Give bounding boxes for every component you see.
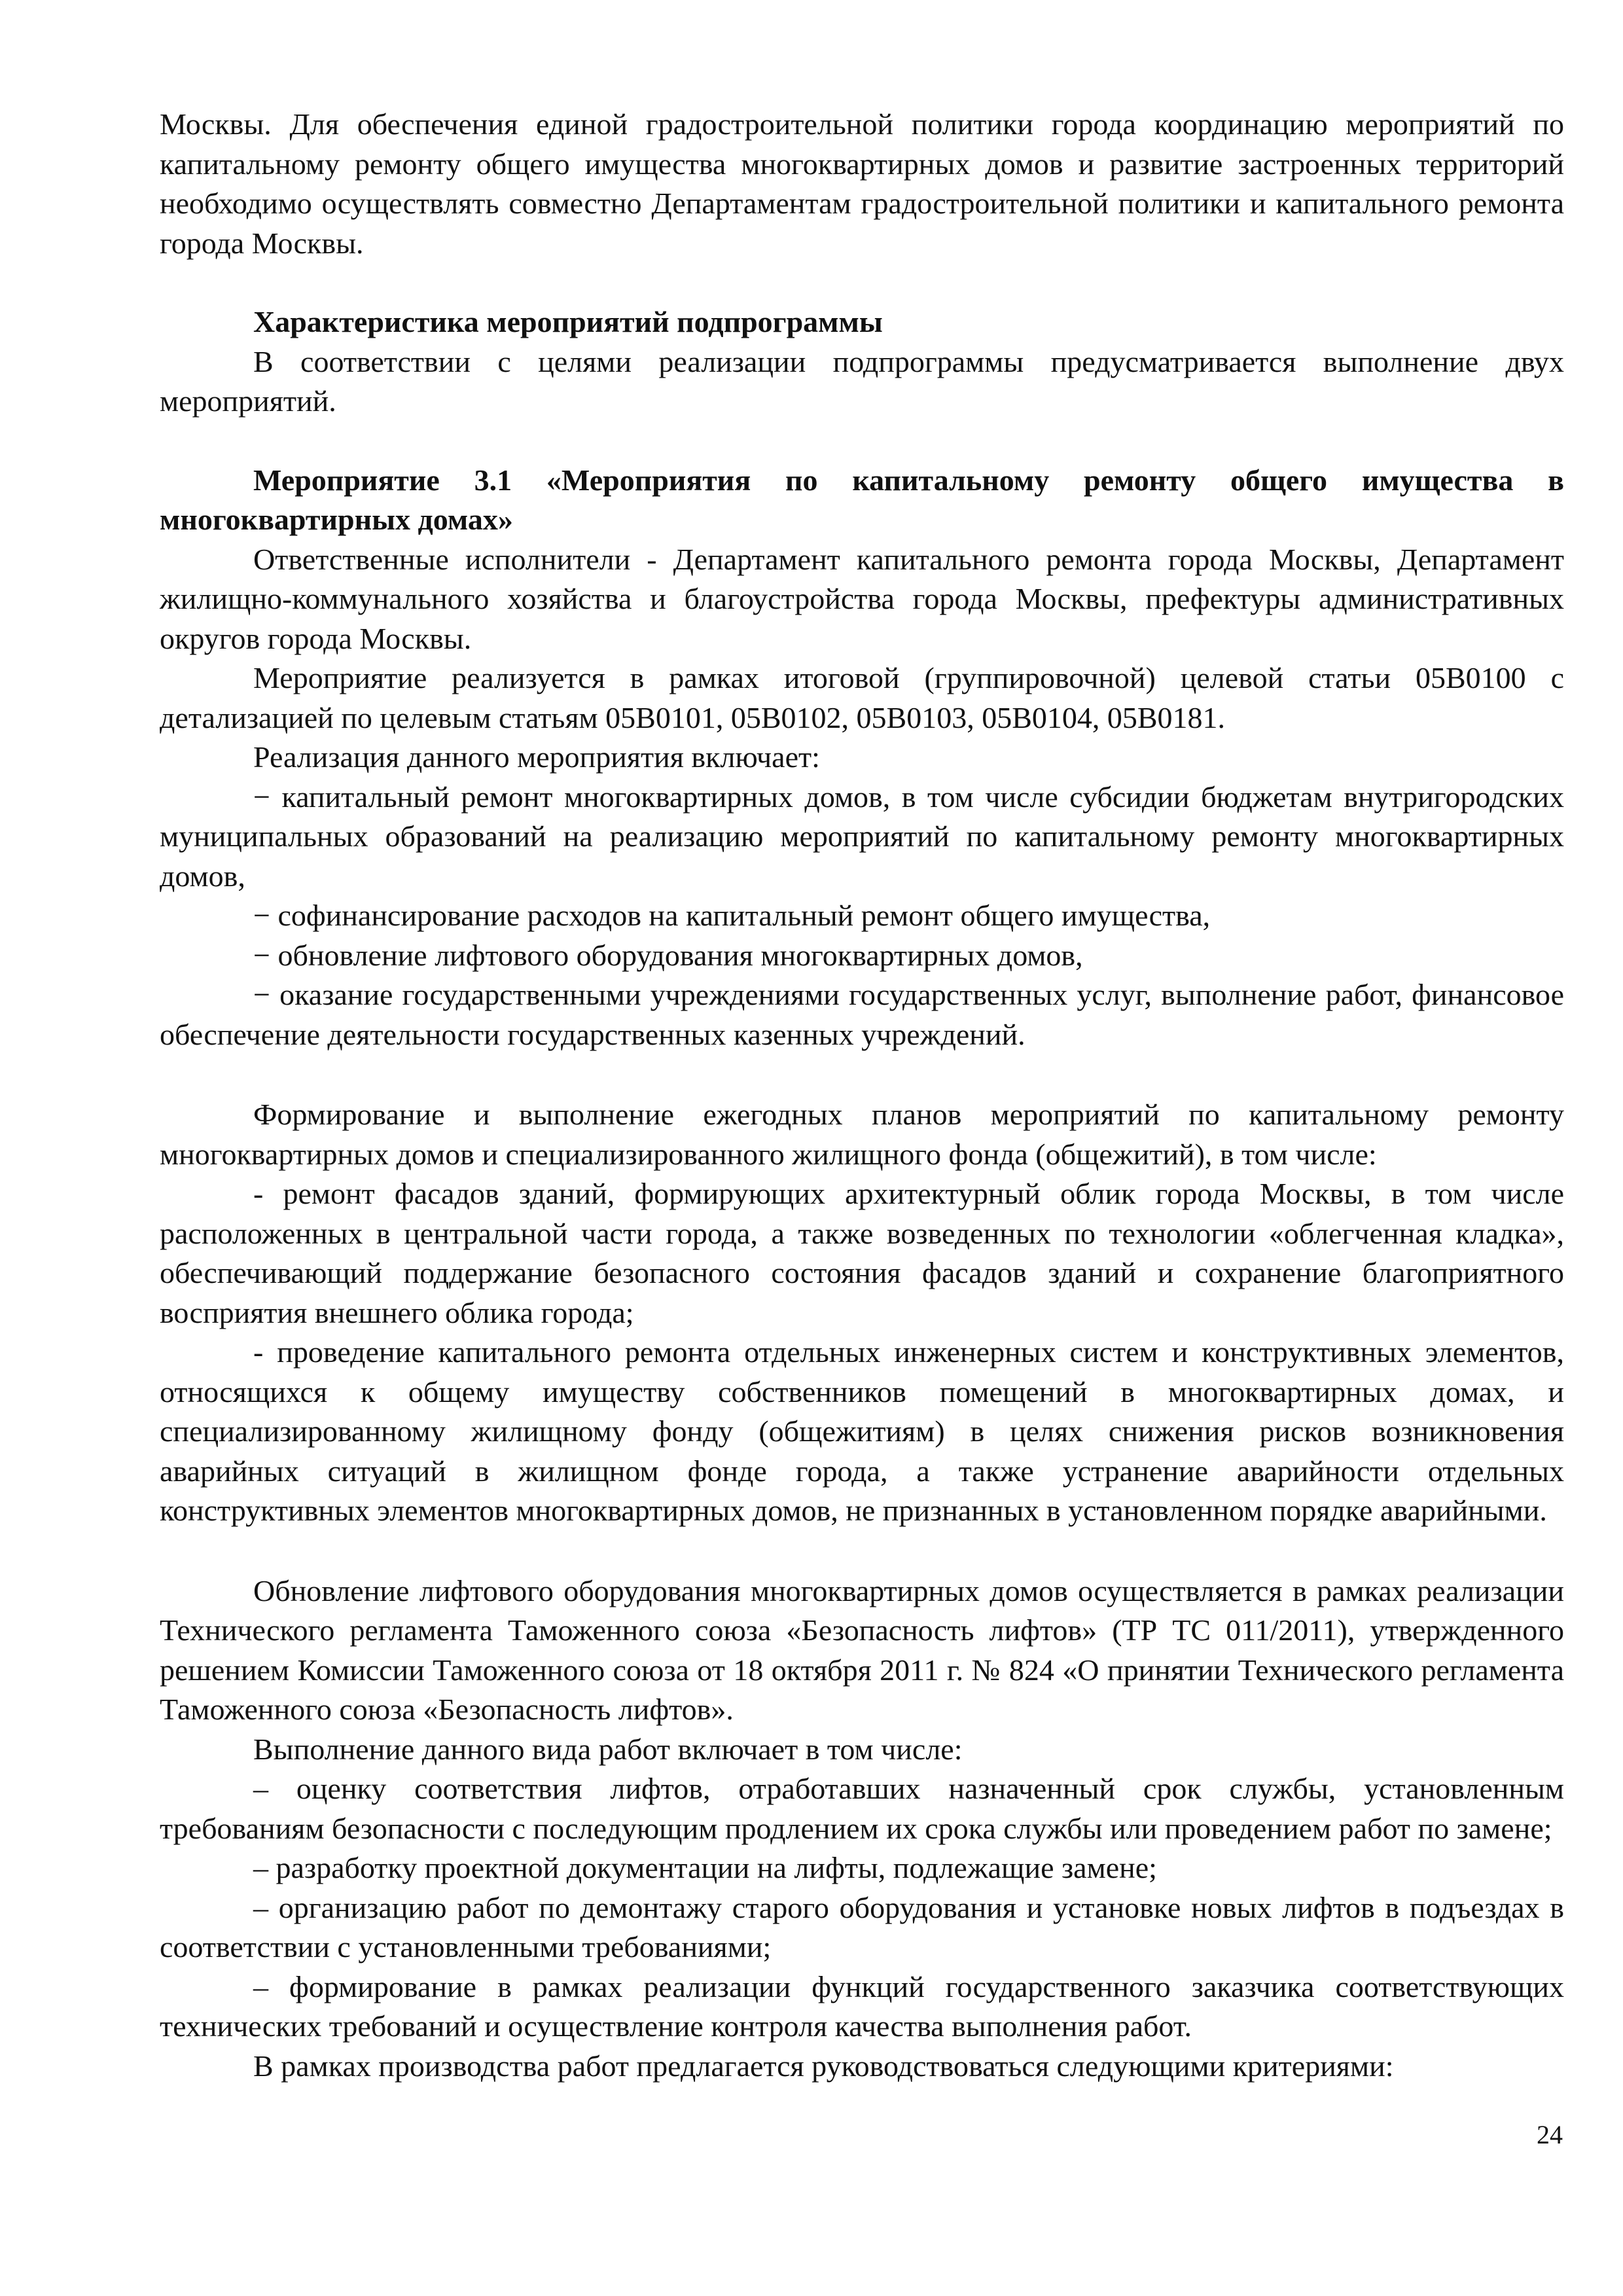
- paragraph-two-measures: В соответствии с целями реализации подпрограммы предусматривается выполнение двух мероприятий.: [160, 344, 1564, 418]
- list-item-dismantling: – организацию работ по демонтажу старого оборудования и установке новых лифтов в подъездах в соответствии с установленными требованиями;: [160, 1890, 1564, 1964]
- document-body: [160, 105, 1564, 2086]
- paragraph-works-include: Выполнение данного вида работ включает в том числе:: [253, 1732, 963, 1766]
- list-item-capital-repair: − капитальный ремонт многоквартирных домов, в том числе субсидии бюджетам внутригородских муниципальных образований на реализацию мероприятий по капитальному ремонту многоквартирных домов,: [160, 780, 1564, 893]
- paragraph-moscow-coordination: Москвы. Для обеспечения единой градостроительной политики города координацию мероприятий по капитальному ремонту общего имущества многоквартирных домов и развитие застроенных территорий необходимо осуществлять совместно Департаментам градостроительной политики и капитального ремонта города Москвы.: [160, 107, 1564, 260]
- list-item-project-documentation: – разработку проектной документации на лифты, подлежащие замене;: [253, 1851, 1157, 1884]
- paragraph-responsible-executors: Ответственные исполнители - Департамент капитального ремонта города Москвы, Департамент жилищно-коммунального хозяйства и благоустройства города Москвы, префектуры административных округов города Москвы.: [160, 542, 1564, 655]
- paragraph-annual-plans: Формирование и выполнение ежегодных планов мероприятий по капитальному ремонту многоквартирных домов и специализированного жилищного фонда (общежитий), в том числе:: [160, 1098, 1564, 1171]
- list-item-lift-renewal: − обновление лифтового оборудования многоквартирных домов,: [253, 938, 1083, 972]
- paragraph-implementation-includes: Реализация данного мероприятия включает:: [253, 740, 820, 774]
- list-item-state-services: − оказание государственными учреждениями государственных услуг, выполнение работ, финансовое обеспечение деятельности государственных казенных учреждений.: [160, 978, 1564, 1051]
- list-item-cofinancing: − софинансирование расходов на капитальный ремонт общего имущества,: [253, 899, 1211, 932]
- list-item-technical-requirements: – формирование в рамках реализации функций государственного заказчика соответствующих технических требований и осуществление контроля качества выполнения работ.: [160, 1969, 1564, 2043]
- paragraph-lift-regulation: Обновление лифтового оборудования многоквартирных домов осуществляется в рамках реализации Технического регламента Таможенного союза «Безопасность лифтов» (ТР ТС 011/2011), утвержденного решением Комиссии Таможенного союза от 18 октября 2011 г. № 824 «О принятии Технического регламента Таможенного союза «Безопасность лифтов».: [160, 1573, 1564, 1726]
- list-item-lift-assessment: – оценку соответствия лифтов, отработавших назначенный срок службы, установленным требованиям безопасности с последующим продлением их срока службы или проведением работ по замене;: [160, 1772, 1564, 1845]
- paragraph-target-article: Мероприятие реализуется в рамках итоговой (группировочной) целевой статьи 05В0100 с детализацией по целевым статьям 05В0101, 05В0102, 05В0103, 05В0104, 05В0181.: [160, 661, 1564, 734]
- section-heading-measure-3-1: Мероприятие 3.1 «Мероприятия по капитальному ремонту общего имущества в многоквартирных домах»: [160, 463, 1564, 536]
- list-item-engineering-systems: - проведение капитального ремонта отдельных инженерных систем и конструктивных элементов, относящихся к общему имуществу собственников помещений в многоквартирных домах, и специализированному жилищному фонду (общежитиям) в целях снижения рисков возникновения аварийных ситуаций в жилищном фонде города, а также устранение аварийности отдельных конструктивных элементов многоквартирных домов, не признанных в установленном порядке аварийными.: [160, 1335, 1564, 1527]
- section-heading-characteristics: Характеристика мероприятий подпрограммы: [253, 305, 883, 338]
- list-item-facade-repair: - ремонт фасадов зданий, формирующих архитектурный облик города Москвы, в том числе расположенных в центральной части города, а также возведенных по технологии «облегченная кладка», обеспечивающий поддержание безопасного состояния фасадов зданий и сохранение благоприятного восприятия внешнего облика города;: [160, 1177, 1564, 1329]
- paragraph-criteria: В рамках производства работ предлагается руководствоваться следующими критериями:: [253, 2049, 1394, 2083]
- page-number: 24: [1537, 2120, 1563, 2149]
